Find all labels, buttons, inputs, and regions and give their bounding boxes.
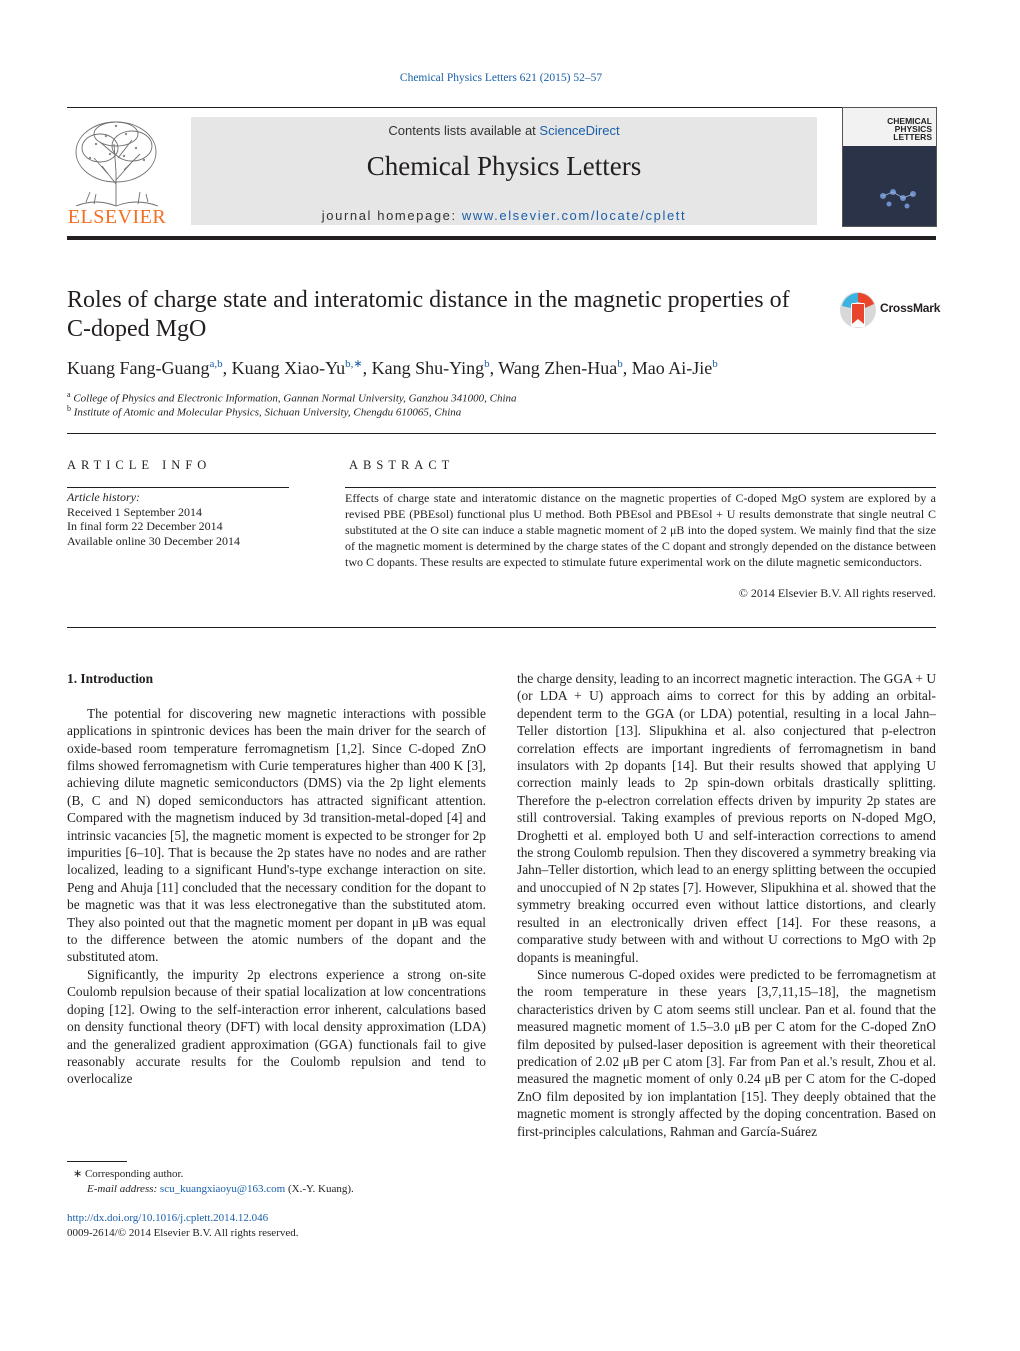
section-heading: 1. Introduction	[67, 671, 154, 686]
abstract-heading: ABSTRACT	[349, 458, 455, 472]
crossmark-label: CrossMark	[880, 301, 941, 315]
elsevier-wordmark: ELSEVIER	[67, 206, 167, 228]
article-info-heading: ARTICLE INFO	[67, 458, 212, 472]
doi-link[interactable]: http://dx.doi.org/10.1016/j.cplett.2014.12.046	[67, 1212, 269, 1224]
issn-copyright: 0009-2614/© 2014 Elsevier B.V. All rights reserved.	[67, 1227, 299, 1239]
email-link[interactable]: scu_kuangxiaoyu@163.com	[159, 1183, 286, 1195]
paragraph: Since numerous C-doped oxides were predicted to be ferromagnetism at the room temperature in these years [3,7,11,15–18], the magnetism characteristics driven by C atom seems still unclear. Pan et al. found that the measured magnetic moment of 1.5–3.0 μB per C atom for the C-doped ZnO film deposited by pulsed-laser deposition is agreement with their theoretical predication of 2.02 μB per C atom [3]. Far from Pan et al.'s result, Zhou et al. measured the magnetic moment of only 0.24 μB per C atom for the C-doped ZnO film deposited by ion implantation [15]. They deeply obtained that the magnetic moment is strongly affected by the doping concentration. Based on first-principles calculations, Rahman and García-Suárez	[517, 966, 936, 1139]
article-info-rule	[67, 487, 289, 488]
abstract-bottom-rule	[67, 627, 936, 628]
journal-cover-thumbnail[interactable]	[842, 107, 937, 227]
bottom-metadata	[67, 1211, 299, 1241]
header-bottom-rule	[67, 236, 936, 240]
paragraph: The potential for discovering new magnetic interactions with possible applications in spintronic devices has been the main driver for the search of oxide-based room temperature ferromagnetism [1,2]. Since C-doped ZnO films showed ferromagnetism with Curie temperatures higher than 400 K [3], achieving dilute magnetic semiconductors (DMS) via the 2p light elements (B, C and N) doped semiconductors has attracted significant attention. Compared with the magnetism induced by 3d transition-metal-doped [4] and intrinsic vacancies [5], the magnetic moment is expected to be stronger for 2p impurities [6–10]. That is because the 2p states have no nodes and are rather localized, leading to a significant Hund's-type exchange interaction on site. Peng and Ahuja [11] concluded that the necessary condition for the dopant to be magnetic was that it was less electronegative than the substituted atom. They also pointed out that the magnetic moment per dopant in μB was equal to the difference between the atomic numbers of the dopant and the substituted atom.	[67, 705, 486, 965]
journal-citation[interactable]: Chemical Physics Letters 621 (2015) 52–57	[399, 72, 603, 84]
affiliation: $^b$ Institute of Atomic and Molecular Physics, Sichuan University, Chengdu 610065, China	[67, 404, 462, 419]
author-list: Kuang Fang-Guang$^{a,b}$, Kuang Xiao-$Yu^{b,∗}$, Kang Shu-Ying$^b$, Wang Zhen-Hua$^b$, Mao Ai-Jie$^b$	[67, 358, 718, 378]
author[interactable]: Mao Ai-Jie$^b$	[631, 358, 718, 378]
cover-art	[843, 146, 936, 226]
abstract-text: Effects of charge state and interatomic distance on the magnetic properties of C-doped MgO system are explored by a revised PBE (PBEsol) functional plus U method. Both PBEsol and PBEsol + U results demonstrate that single neutral C substituted at the O site can induce a stable magnetic moment of 2 μB into the doped system. We mainly find that the size of the magnetic moment is determined by the charge states of the C dopant and strongly depended on the distance between two C dopants. These results are expected to stimulate future experimental work on the dilute magnetic semiconductors.	[345, 491, 936, 569]
abstract-rule	[345, 487, 936, 488]
header-top-rule	[67, 107, 936, 108]
contents-line: Contents lists available at ScienceDirect	[388, 123, 620, 138]
author[interactable]: Wang Zhen-Hua$^b$	[498, 358, 623, 378]
right-column	[517, 670, 936, 1140]
journal-banner	[191, 117, 817, 225]
author[interactable]: Kuang Xiao-$Yu^{b,∗}$	[231, 358, 363, 378]
article-history: Article history: Received 1 September 2014 In final form 22 December 2014 Available online 30 December 2014	[67, 490, 241, 548]
author[interactable]: Kuang Fang-Guang$^{a,b}$	[67, 358, 223, 378]
paragraph: the charge density, leading to an incorrect magnetic interaction. The GGA + U (or LDA + U) approach aims to correct for this by adding an orbital-dependent term to the GGA (or LDA) potential, resulting in a local Jahn–Teller distortion [13]. Slipukhina et al. also conjectured that p-electron correlation effects are important ingredients of ferromagnetism in band insulators with 2p dopants [14]. But their results showed that applying U correction mainly leads to 2p spin-down orbitals drastically splitting. Therefore the p-electron correlation effects driven by impurity 2p states are still controversial. Taking examples of previous reports on N-doped MgO, Droghetti et al. employed both U and self-interaction corrections to amend the strong Coulomb repulsion. Then they discovered a symmetry breaking via Jahn–Teller distortion, which lead to an energy splitting between the occupied and unoccupied of N 2p states [7]. However, Slipukhina et al. showed that the symmetry breaking occurred even without lattice distortions, and clearly resulted in an electronically driven effect [14]. For these reasons, a comparative study between with and without U corrections to MgO with 2p dopants is meaningful.	[517, 671, 936, 965]
footnote-rule	[67, 1161, 127, 1162]
journal-title: Chemical Physics Letters	[366, 151, 642, 181]
paragraph: Significantly, the impurity 2p electrons experience a strong on-site Coulomb repulsion because of their spatial localization at low concentrations doping [12]. Owing to the self-interaction error inherent, calculations based on density functional theory (DFT) with local density approximation (LDA) and the generalized gradient approximation (GGA) functionals fail to give reasonably accurate results for the Coulomb repulsion and tend to overlocalize	[67, 966, 486, 1087]
affiliation: $^a$ College of Physics and Electronic Information, Gannan Normal University, Ganzhou 341000, China	[67, 390, 517, 405]
journal-homepage: journal homepage: www.elsevier.com/locate/cplett	[321, 208, 687, 223]
footnote: ∗ Corresponding author. E-mail address: scu_kuangxiaoyu@163.com (X.-Y. Kuang).	[73, 1168, 354, 1195]
cover-title: CHEMICAL PHYSICS LETTERS	[887, 116, 932, 142]
affiliation-rule	[67, 433, 936, 434]
left-column	[67, 670, 486, 1088]
article-title: Roles of charge state and interatomic distance in the magnetic properties of C-doped MgO	[67, 287, 790, 342]
homepage-link[interactable]: www.elsevier.com/locate/cplett	[461, 208, 687, 223]
sciencedirect-link[interactable]: ScienceDirect	[539, 123, 620, 138]
author[interactable]: Kang Shu-Ying$^b$	[371, 358, 490, 378]
abstract-copyright: © 2014 Elsevier B.V. All rights reserved.	[738, 586, 936, 600]
